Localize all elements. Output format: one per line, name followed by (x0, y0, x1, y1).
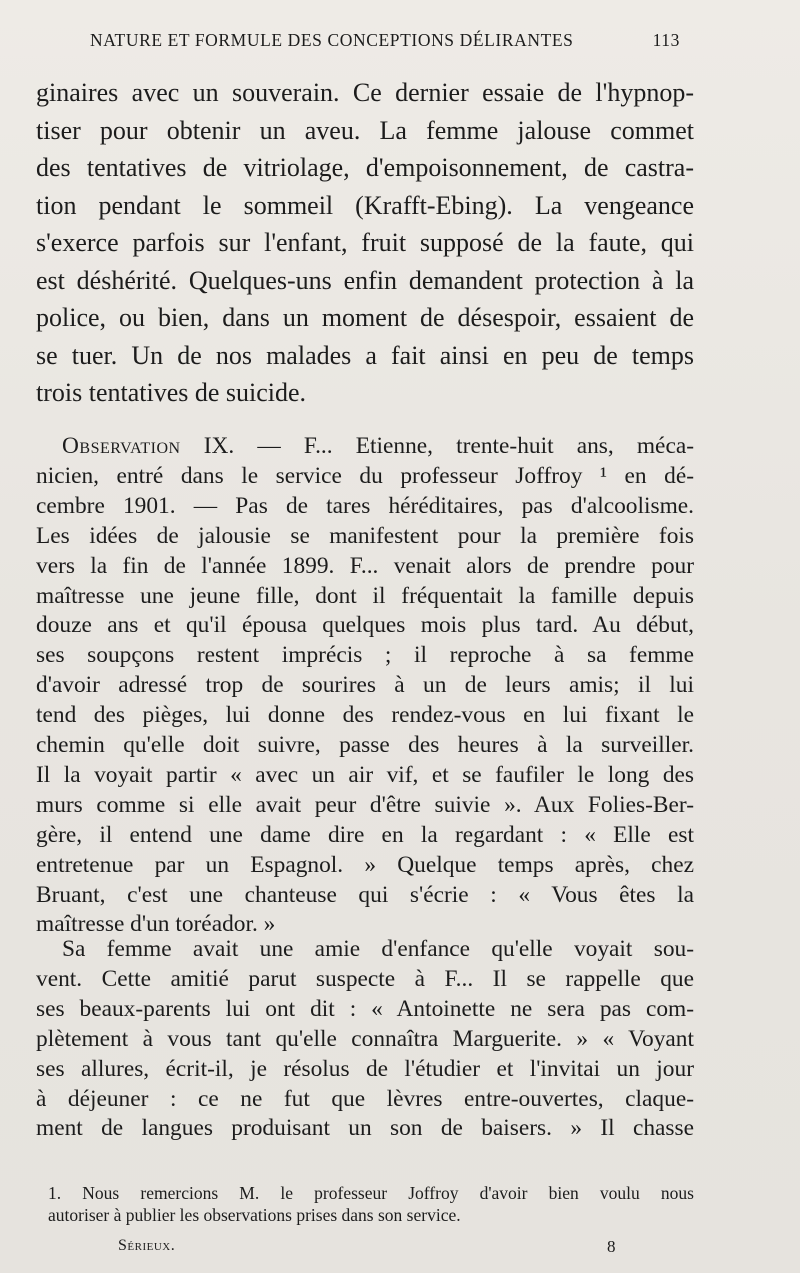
line-text: murs comme si elle avait peur d'être suivie ». Aux Folies-Ber- (36, 791, 694, 818)
line-text: police, ou bien, dans un moment de désespoir, essaient de (36, 303, 694, 332)
line-text: tiser pour obtenir un aveu. La femme jalouse commet (36, 115, 694, 145)
line-text: IX. — F... Etienne, trente-huit ans, méca- (180, 433, 694, 459)
line-text: vers la fin de l'année 1899. F... venait alors de prendre pour (36, 552, 694, 579)
line-text: ment de langues produisant un son de baisers. » Il chasse (36, 1115, 694, 1142)
line-text: s'exerce parfois sur l'enfant, fruit supposé de la faute, qui (36, 228, 694, 257)
line-text: est déshérité. Quelques-uns enfin demandent protection à la (36, 265, 694, 295)
running-title: NATURE ET FORMULE DES CONCEPTIONS DÉLIRANTES (90, 30, 574, 50)
line-text: ginaires avec un souverain. Ce dernier essaie de l'hypnop- (36, 78, 694, 107)
page-number: 113 (652, 30, 680, 50)
line-text: trois tentatives de suicide. (36, 378, 307, 407)
line-text: Sa femme avait une amie d'enfance qu'elle voyait sou- (62, 936, 694, 962)
line-text: Il la voyait partir « avec un air vif, et se faufiler le long des (36, 761, 694, 788)
line-text: nicien, entré dans le service du professeur Joffroy ¹ en dé- (36, 462, 694, 489)
line-text: cembre 1901. — Pas de tares héréditaires, pas d'alcoolisme. (36, 492, 694, 519)
line-text: à déjeuner : ce ne fut que lèvres entre-ouvertes, claque- (36, 1085, 694, 1112)
line-text: 1. Nous remercions M. le professeur Joffroy d'avoir bien voulu nous (48, 1183, 694, 1203)
line-text: chemin qu'elle doit suivre, passe des heures à la surveiller. (36, 732, 694, 758)
line-text: autoriser à publier les observations prises dans son service. (48, 1205, 461, 1225)
line-text: plètement à vous tant qu'elle connaîtra Marguerite. » « Voyant (36, 1025, 694, 1052)
author-signature: Sérieux. (118, 1237, 176, 1254)
line-text: se tuer. Un de nos malades a fait ainsi en peu de temps (36, 340, 694, 370)
line-text: Les idées de jalousie se manifestent pour la première fois (36, 522, 694, 549)
line-text: des tentatives de vitriolage, d'empoisonnement, de castra- (36, 153, 694, 182)
observation-label: Observation (62, 433, 181, 459)
line-text: Bruant, c'est une chanteuse qui s'écrie : « Vous êtes la (36, 881, 694, 908)
line-text: maîtresse d'un toréador. » (36, 911, 276, 938)
line-text: maîtresse une jeune fille, dont il fréquentait la famille depuis (36, 582, 694, 609)
line-text: tend des pièges, lui donne des rendez-vous en lui fixant le (36, 702, 694, 729)
line-text: ses soupçons restent imprécis ; il reproche à sa femme (36, 642, 694, 669)
running-header (90, 30, 680, 51)
line-text: d'avoir adressé trop de sourires à un de leurs amis; il lui (36, 672, 694, 699)
line-text: vent. Cette amitié parut suspecte à F... Il se rappelle que (36, 965, 694, 992)
line-text: douze ans et qu'il épousa quelques mois plus tard. Au début, (36, 612, 694, 639)
line-text: ses allures, écrit-il, je résolus de l'étudier et l'invitai un jour (36, 1055, 694, 1082)
line-text: entretenue par un Espagnol. » Quelque temps après, chez (36, 851, 694, 878)
line-text: gère, il entend une dame dire en la regardant : « Elle est (36, 821, 694, 848)
line-text: tion pendant le sommeil (Krafft-Ebing). La vengeance (36, 190, 694, 220)
sheet-number: 8 (607, 1237, 616, 1256)
line-text: ses beaux-parents lui ont dit : « Antoinette ne sera pas com- (36, 995, 694, 1022)
